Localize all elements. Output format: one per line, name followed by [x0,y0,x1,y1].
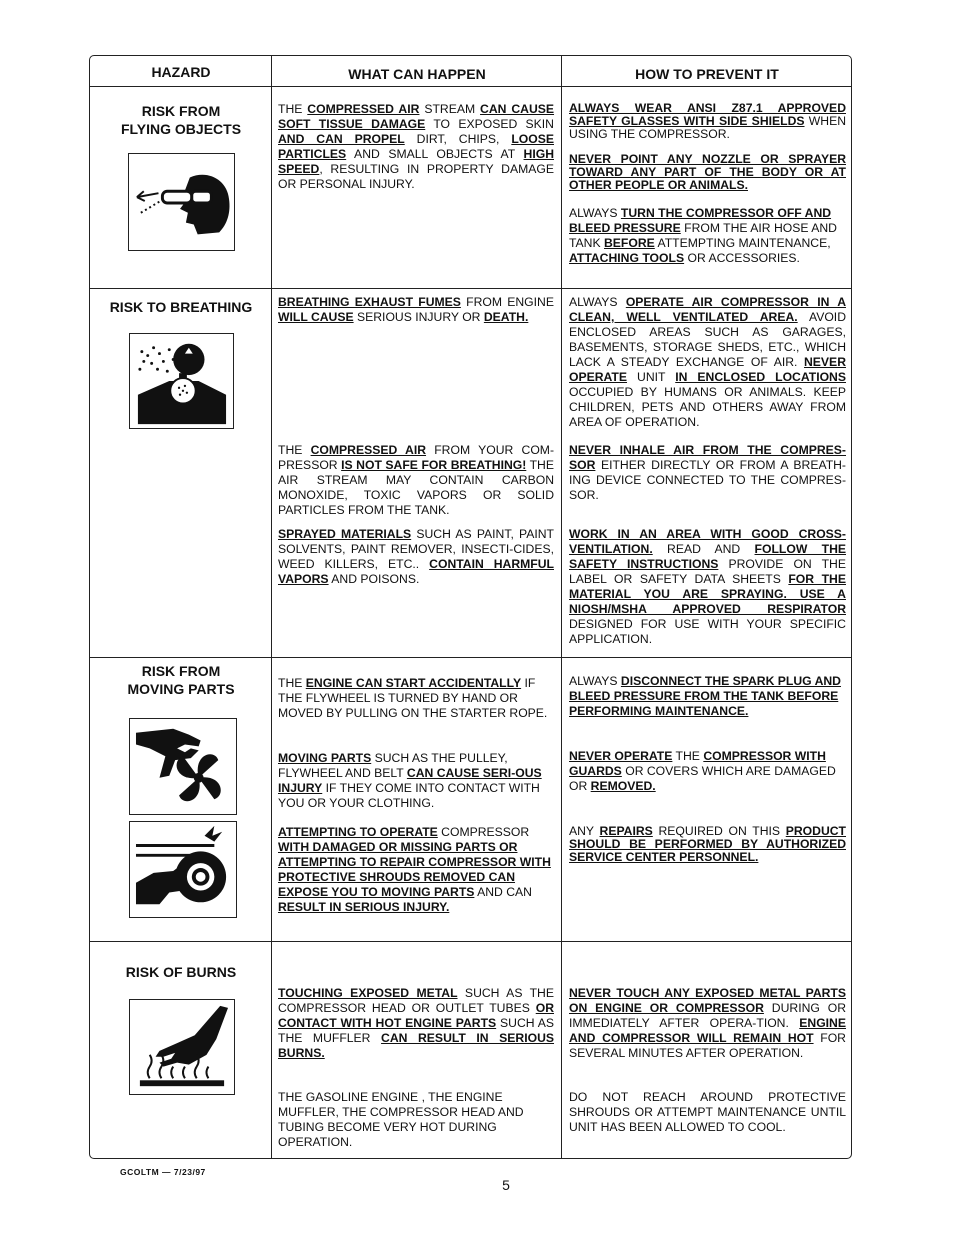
text: SUCH AS THE COMPRESSOR HEAD OR OUTLET TUBES [278,986,554,1015]
paragraph [569,825,846,864]
text: CAN CAUSE SOFT TISSUE DAMAGE [278,102,555,131]
text: WILL CAUSE [278,310,354,324]
text: DO NOT REACH AROUND PROTECTIVE SHROUDS OR ATTEMPT MAINTENANCE UNTIL UNIT HAS BEEN ALLOWED TO COOL. [569,1090,846,1134]
text: ATTEMPTING TO OPERATE [278,825,438,839]
text: CONTAIN HARMFUL VAPORS [278,557,554,586]
text: DESIGNED FOR USE WITH YOUR SPECIFIC APPLICATION. [569,617,846,646]
text: THE [278,676,306,690]
paragraph [569,102,846,141]
text: SUCH AS THE PULLEY, FLYWHEEL AND BELT [278,751,508,780]
text: NEVER POINT ANY NOZZLE OR SPRAYER TOWARD ANY PART OF THE BODY OR AT OTHER PEOPLE OR ANIMALS. [569,152,846,192]
breathing-how-to-prevent-2 [569,443,846,515]
fan-hand-icon [129,718,237,815]
header-what-can-happen: WHAT CAN HAPPEN [348,66,486,82]
burns-what-can-happen-1 [278,986,554,1073]
header-how-to-prevent: HOW TO PREVENT IT [635,66,779,82]
text: HIGH SPEED [278,147,554,176]
burns-how-to-prevent-2 [569,1090,846,1147]
paragraph [569,986,846,1061]
text: FROM ENGINE [460,295,554,309]
paragraph [569,295,846,430]
paragraph [569,527,846,647]
text: FROM THE AIR HOSE AND TANK [569,221,837,250]
text: IF THEY COME INTO CONTACT WITH YOU OR YOUR CLOTHING. [278,781,540,810]
paragraph [278,986,554,1061]
text: SERIOUS INJURY OR [353,310,484,324]
text: SUCH AS PAINT, PAINT SOLVENTS, PAINT REMOVER, INSECTI-CIDES, WEED KILLERS, ETC.. [278,527,554,571]
paragraph [278,676,554,721]
text: THE [672,749,704,763]
document-code: GCOLTM — 7/23/97 [120,1167,206,1177]
text: BEFORE [604,236,655,250]
text: PRODUCT SHOULD BE PERFORMED BY AUTHORIZED SERVICE CENTER PERSONNEL. [569,824,846,864]
text: COMPRESSED AIR [310,443,427,457]
text: ANY [569,824,600,838]
safety-glasses-icon [128,153,235,251]
text: AND CAN PROPEL [278,132,405,146]
text: DEATH. [483,310,529,324]
text: TOUCHING EXPOSED METAL [278,986,458,1000]
breathing-what-can-happen-1 [278,295,554,337]
row-divider [90,288,851,289]
text: ATTEMPTING MAINTENANCE, [654,236,831,250]
burns-what-can-happen-2 [278,1090,554,1162]
text: OPERATE AIR COMPRESSOR IN A CLEAN, WELL VENTILATED AREA. [569,295,846,324]
title-line: RISK FROM [141,103,221,119]
text: FOR SEVERAL MINUTES AFTER OPERATION. [569,1031,846,1060]
hazard-moving-parts-title [90,662,272,698]
text: OR CONTACT WITH HOT ENGINE PARTS [278,1001,554,1030]
hazard-flying-objects-title [90,102,272,138]
burns-how-to-prevent-1 [569,986,846,1073]
text: UNIT [627,370,676,384]
text: ENGINE CAN START ACCIDENTALLY [305,676,522,690]
text: ATTACHING TOOLS [569,251,685,265]
respirator-icon [129,333,234,429]
text: WITH DAMAGED OR MISSING PARTS OR ATTEMPTING TO REPAIR COMPRESSOR WITH PROTECTIVE SHROUDS REMOVED CAN EXPOSE YOU TO MOVING PARTS [278,840,551,899]
text: IS NOT SAFE FOR BREATHING! [341,458,527,472]
text: THE [278,102,308,116]
text: BREATHING EXHAUST FUMES [278,295,461,309]
belt-hand-icon [129,821,237,918]
text: AVOID ENCLOSED AREAS SUCH AS GARAGES, BASEMENTS, STORAGE SHEDS, ETC., WHICH LACK A STEADY EXCHANGE OF AIR. [569,310,846,369]
moving-what-can-happen-3 [278,825,554,927]
text: PROVIDE ON THE LABEL OR SAFETY DATA SHEETS [569,557,846,586]
text: AND POISONS. [328,572,420,586]
text: , RESULTING IN PROPERTY DAMAGE OR PERSONAL INJURY. [278,162,554,191]
text: REQUIRED ON THIS [652,824,786,838]
text: SPRAYED MATERIALS [278,527,412,541]
text: MOVING PARTS [278,751,372,765]
breathing-how-to-prevent-3 [569,527,846,659]
text: SUCH AS THE MUFFLER [278,1016,554,1045]
moving-how-to-prevent-1 [569,674,846,731]
row-divider [90,941,851,942]
paragraph [278,443,554,518]
text: THE AIR STREAM MAY CONTAIN CARBON MONOXIDE, TOXIC VAPORS OR SOLID PARTICLES FROM THE TANK. [278,458,554,517]
moving-how-to-prevent-2 [569,749,846,806]
text: IN ENCLOSED LOCATIONS [675,370,846,384]
moving-how-to-prevent-3 [569,825,846,876]
text: ENGINE AND COMPRESSOR WILL REMAIN HOT [569,1016,846,1045]
text: DISCONNECT THE SPARK PLUG AND BLEED PRESSURE FROM THE TANK BEFORE PERFORMING MAINTENANCE. [569,674,841,718]
paragraph [278,295,554,325]
text: NEVER INHALE AIR FROM THE COMPRES-SOR [569,443,846,472]
paragraph [278,751,554,811]
text: OR COVERS WHICH ARE DAMAGED OR [569,764,836,793]
text: REMOVED. [590,779,656,793]
paragraph [569,674,846,719]
text: READ AND [652,542,755,556]
text: TURN THE COMPRESSOR OFF AND BLEED PRESSURE [569,206,832,235]
paragraph [569,1090,846,1135]
hazard-burns-title: RISK OF BURNS [125,964,237,980]
hazard-breathing-title: RISK TO BREATHING [109,299,253,315]
paragraph [278,825,554,915]
title-line: FLYING OBJECTS [120,121,242,137]
flying-what-can-happen [278,102,554,204]
paragraph [278,527,554,587]
text: NEVER OPERATE [569,749,673,763]
text: DIRT, CHIPS, [404,132,512,146]
paragraph [278,1090,554,1150]
text: NEVER OPERATE [569,355,846,384]
moving-what-can-happen-2 [278,751,554,823]
text: AND SMALL OBJECTS AT [346,147,524,161]
row-divider [90,86,851,87]
breathing-what-can-happen-3 [278,527,554,599]
text: OR ACCESSORIES. [684,251,800,265]
text: TO EXPOSED SKIN [425,117,554,131]
hazard-table [89,55,852,1159]
text: NEVER TOUCH ANY EXPOSED METAL PARTS ON ENGINE OR COMPRESSOR [569,986,846,1015]
text: COMPRESSOR [437,825,530,839]
text: AND CAN [474,885,532,899]
title-line: RISK FROM [141,663,221,679]
text: ALWAYS [569,206,621,220]
moving-what-can-happen-1 [278,676,554,733]
text: LOOSE PARTICLES [278,132,554,161]
text: OCCUPIED BY HUMANS OR ANIMALS. KEEP CHILDREN, PETS AND OTHERS AWAY FROM AREA OF OPERATION. [569,385,846,429]
header-hazard: HAZARD [151,64,211,80]
breathing-how-to-prevent-1 [569,295,846,442]
paragraph [278,102,554,192]
text: FOR THE MATERIAL YOU ARE SPRAYING. USE A NIOSH/MSHA APPROVED RESPIRATOR [569,572,846,616]
text: THE [278,443,311,457]
text: COMPRESSED AIR [307,102,420,116]
text: IF THE FLYWHEEL IS TURNED BY HAND OR MOVED BY PULLING ON THE STARTER ROPE. [278,676,548,720]
text: FROM YOUR COM-PRESSOR [278,443,555,472]
text: DURING OR IMMEDIATELY AFTER OPERA-TION. [569,1001,847,1030]
paragraph [569,206,846,266]
title-line: MOVING PARTS [127,681,235,697]
text: RESULT IN SERIOUS INJURY. [278,900,450,914]
breathing-what-can-happen-2 [278,443,554,530]
flying-how-to-prevent [569,102,846,278]
text: COMPRESSOR WITH GUARDS [569,749,826,778]
text: CAN CAUSE SERI-OUS INJURY [278,766,542,795]
text: ALWAYS [569,295,626,309]
column-divider [271,56,272,1158]
text: THE GASOLINE ENGINE , THE ENGINE MUFFLER, THE COMPRESSOR HEAD AND TUBING BECOME VERY HOT DURING OPERATION. [278,1090,524,1149]
text: ALWAYS [569,674,621,688]
page-number: 5 [502,1177,510,1193]
text: FOLLOW THE SAFETY INSTRUCTIONS [569,542,846,571]
text: STREAM [419,102,481,116]
column-divider [561,56,562,1158]
text: EITHER DIRECTLY OR FROM A BREATH-ING DEVICE CONNECTED TO THE COMPRES-SOR. [569,458,846,502]
paragraph [569,443,846,503]
paragraph [569,153,846,192]
paragraph [569,749,846,794]
text: WHEN USING THE COMPRESSOR. [569,114,847,141]
text: ALWAYS WEAR ANSI Z87.1 APPROVED SAFETY GLASSES WITH SIDE SHIELDS [569,101,846,128]
hot-surface-icon [129,999,235,1095]
text: CAN RESULT IN SERIOUS BURNS. [278,1031,555,1060]
text: REPAIRS [599,824,653,838]
text: WORK IN AN AREA WITH GOOD CROSS-VENTILATION. [569,527,846,556]
